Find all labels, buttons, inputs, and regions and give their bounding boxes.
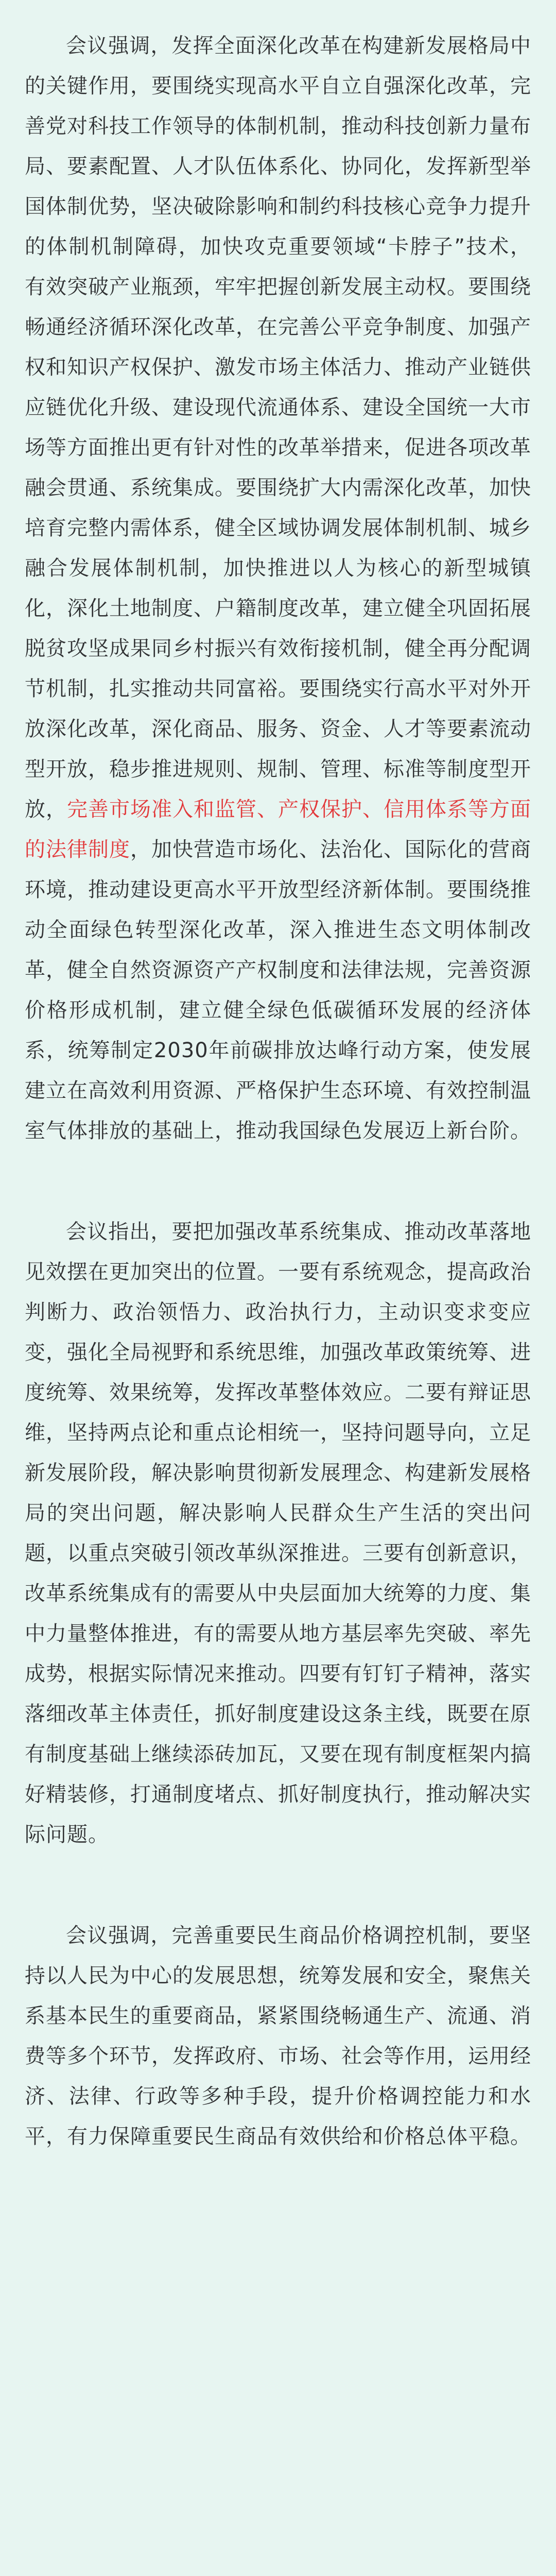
paragraph-1-text-part-1: 会议强调，发挥全面深化改革在构建新发展格局中的关键作用，要围绕实现高水平自立自强深化改革，完善党对科技工作领导的体制机制，推动科技创新力量布局、要素配置、人才队伍体系化、协同化，发挥新型举国体制优势，坚决破除影响和制约科技核心竞争力提升的体制机制障碍，加快攻克重要领域“卡脖子”技术，有效突破产业瓶颈，牢牢把握创新发展主动权。要围绕畅通经济循环深化改革，在完善公平竞争制度、加强产权和知识产权保护、激发市场主体活力、推动产业链供应链优化升级、建设现代流通体系、建设全国统一大市场等方面推出更有针对性的改革举措来，促进各项改革融会贯通、系统集成。要围绕扩大内需深化改革，加快培育完整内需体系，健全区域协调发展体制机制、城乡融合发展体制机制，加快推进以人为核心的新型城镇化，深化土地制度、户籍制度改革，建立健全巩固拓展脱贫攻坚成果同乡村振兴有效衔接机制，健全再分配调节机制，扎实推动共同富裕。要围绕实行高水平对外开放深化改革，深化商品、服务、资金、人才等要素流动型开放，稳步推进规则、规制、管理、标准等制度型开放， [25,34,531,821]
article-paragraph-3: 会议强调，完善重要民生商品价格调控机制，要坚持以人民为中心的发展思想，统筹发展和安全，聚焦关系基本民生的重要商品，紧紧围绕畅通生产、流通、消费等多个环节，发挥政府、市场、社会等作用，运用经济、法律、行政等多种手段，提升价格调控能力和水平，有力保障重要民生商品有效供给和价格总体平稳。 [25,1924,531,2148]
paragraph-1-text-part-2: ，加快营造市场化、法治化、国际化的营商环境，推动建设更高水平开放型经济新体制。要围绕推动全面绿色转型深化改革，深入推进生态文明体制改革，健全自然资源资产产权制度和法律法规，完善资源价格形成机制，建立健全绿色低碳循环发展的经济体系，统筹制定2030年前碳排放达峰行动方案，使发展建立在高效利用资源、严格保护生态环境、有效控制温室气体排放的基础上，推动我国绿色发展迈上新台阶。 [25,838,531,1143]
article-paragraph-2: 会议指出，要把加强改革系统集成、推动改革落地见效摆在更加突出的位置。一要有系统观念，提高政治判断力、政治领悟力、政治执行力，主动识变求变应变，强化全局视野和系统思维，加强改革政策统筹、进度统筹、效果统筹，发挥改革整体效应。二要有辩证思维，坚持两点论和重点论相统一，坚持问题导向，立足新发展阶段，解决影响贯彻新发展理念、构建新发展格局的突出问题，解决影响人民群众生产生活的突出问题，以重点突破引领改革纵深推进。三要有创新意识，改革系统集成有的需要从中央层面加大统筹的力度、集中力量整体推进，有的需要从地方基层率先突破、率先成势，根据实际情况来推动。四要有钉钉子精神，落实落细改革主体责任，抓好制度建设这条主线，既要在原有制度基础上继续添砖加瓦，又要在现有制度框架内搞好精装修，打通制度堵点、抓好制度执行，推动解决实际问题。 [25,1220,531,1846]
article-paragraph-1 [25,26,531,1151]
highlighted-text-legal-system: 完善市场准入和监管、产权保护、信用体系等方面的法律制度 [25,798,531,861]
